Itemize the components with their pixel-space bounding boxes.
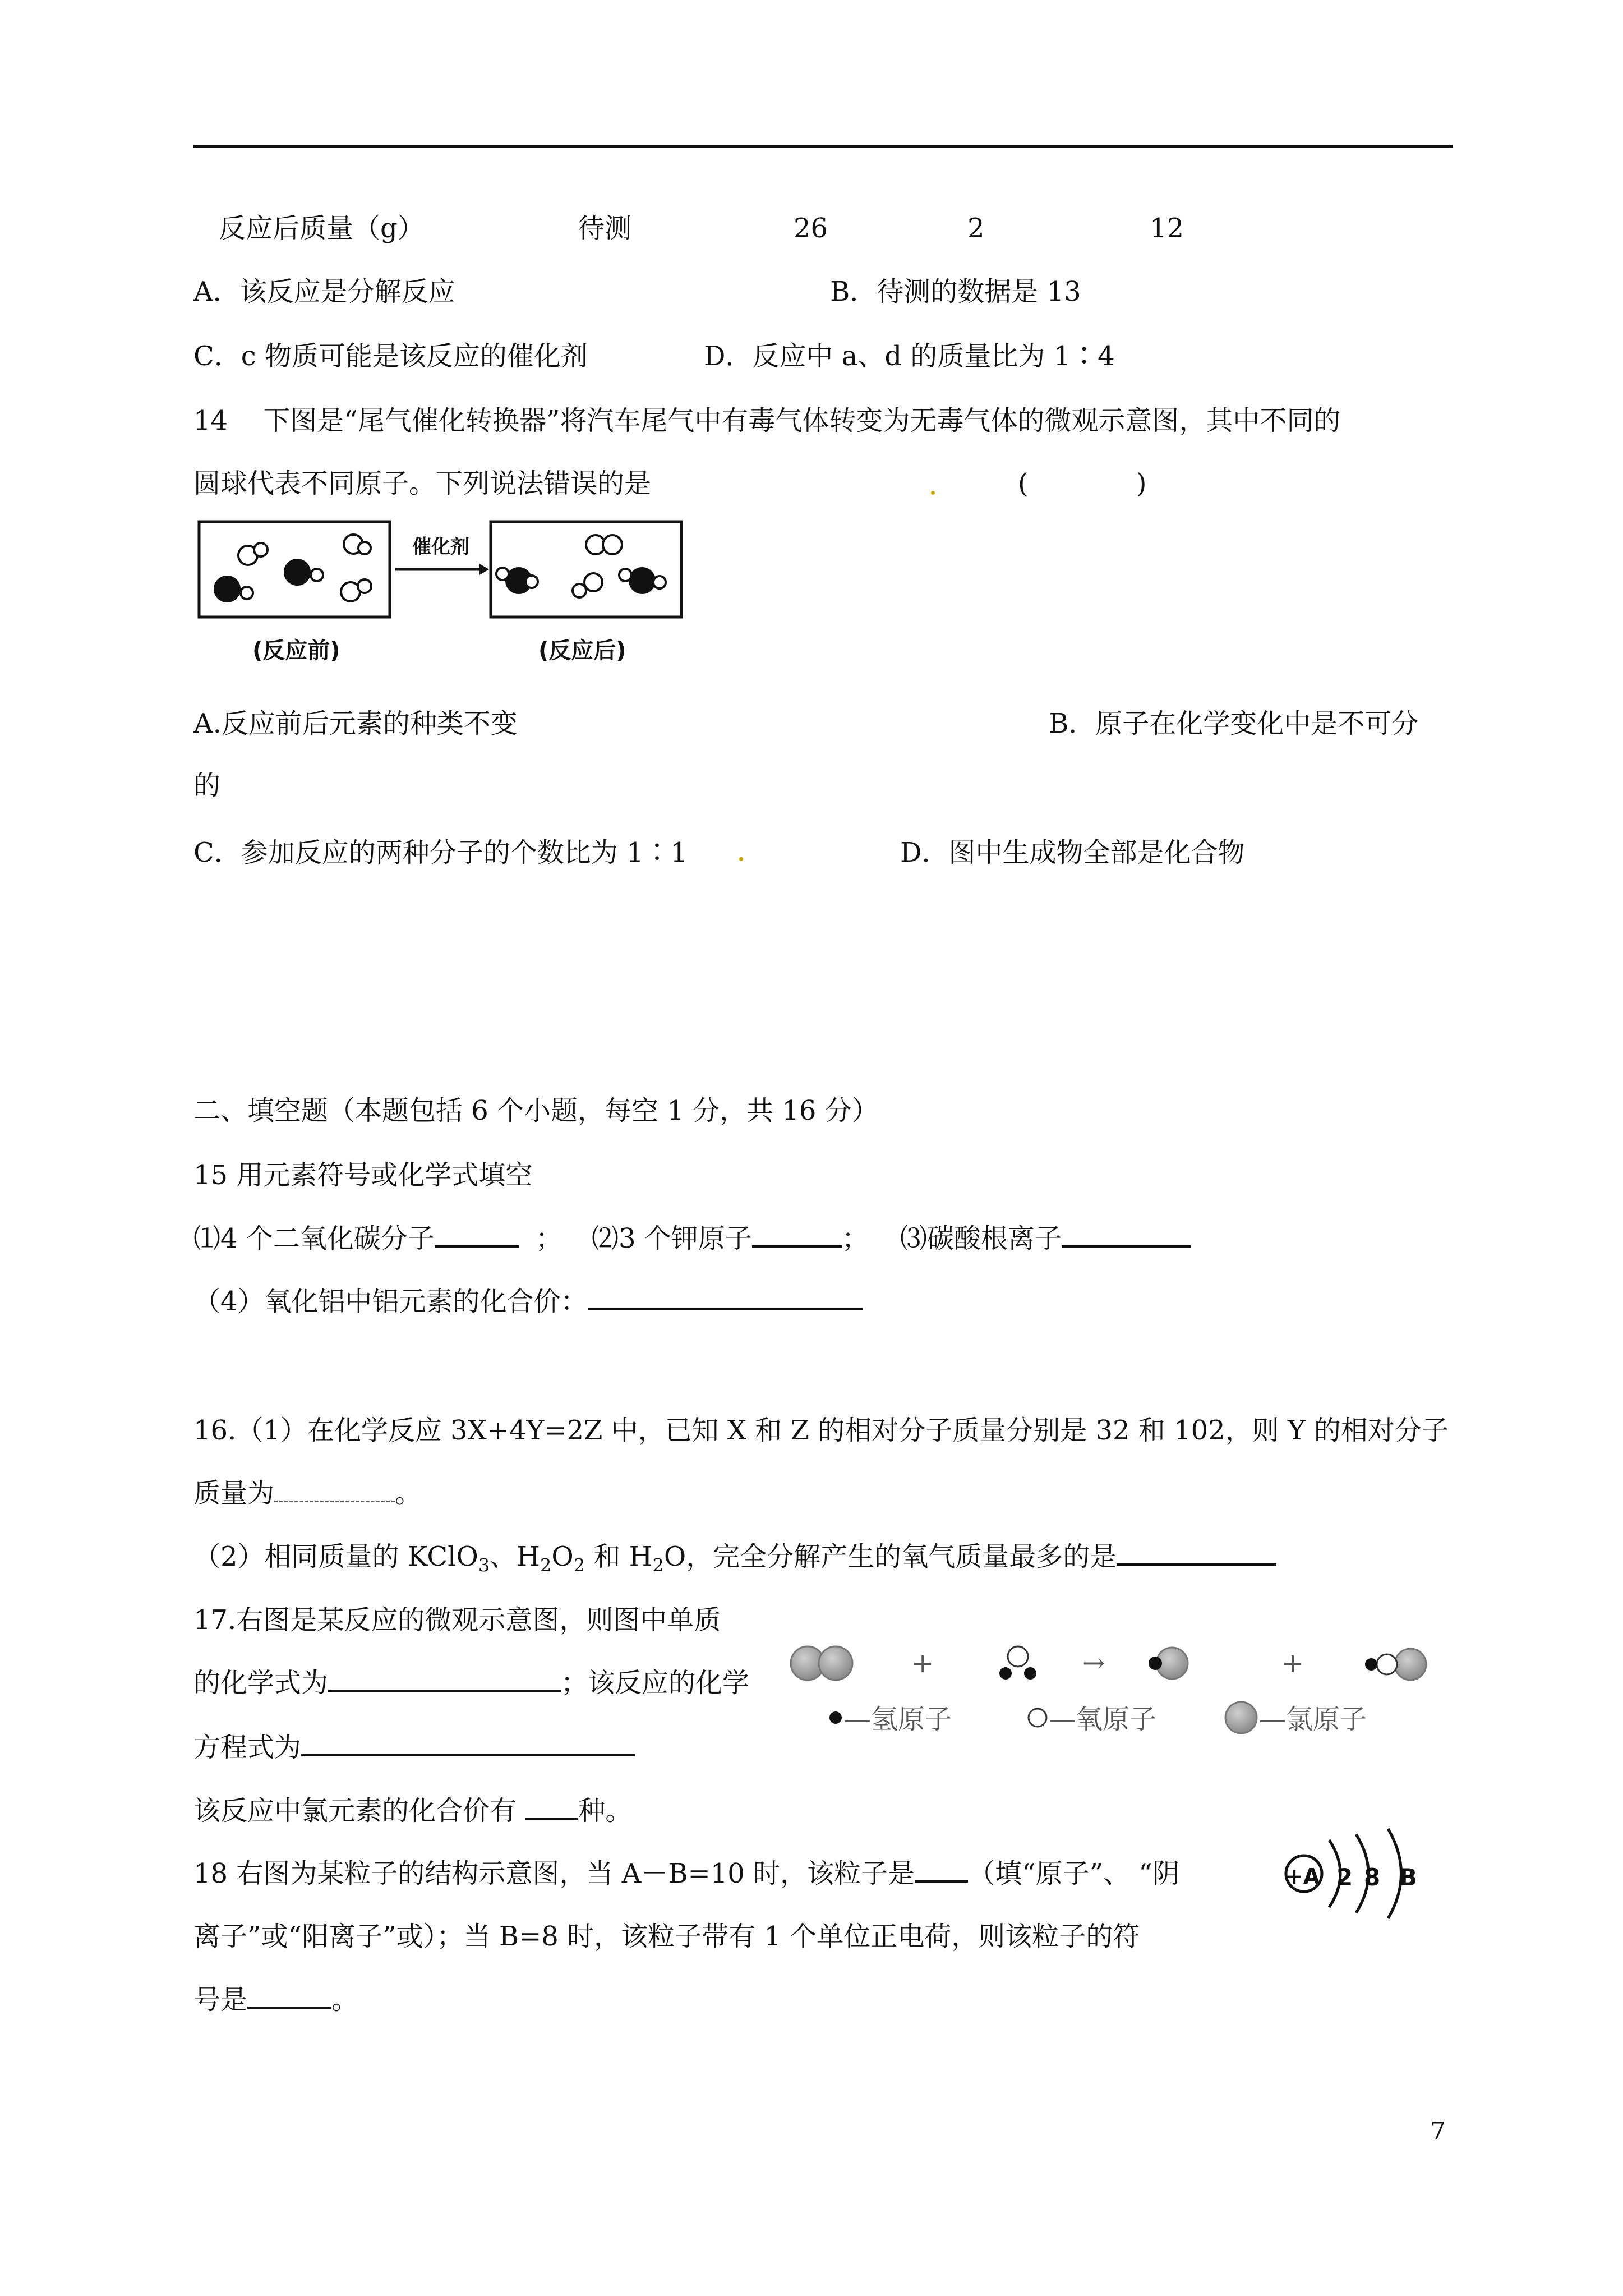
q15-part4-text: （4）氧化铝中铝元素的化合价： (193, 1286, 588, 1317)
q16-line2-text: 质量为 (193, 1478, 275, 1509)
q13-option-c: C．c 物质可能是该反应的催化剂 (193, 341, 588, 372)
nucleus-label: +A (1285, 1864, 1320, 1889)
q15-part4 (193, 1285, 863, 1318)
before-label: (反应前) (252, 638, 340, 664)
q16-line1: 16.（1）在化学反应 3X+4Y=2Z 中，已知 X 和 Z 的相对分子质量分别是 32 和 102，则 Y 的相对分子 (193, 1415, 1449, 1446)
q16-part2-text-d: 和 H (585, 1541, 653, 1572)
q18-line2: 离子”或“阳离子”或）；当 B=8 时，该粒子带有 1 个单位正电荷，则该粒子的符 (193, 1921, 1140, 1952)
subscript: 3 (478, 1554, 490, 1576)
subscript: 2 (652, 1554, 664, 1576)
q14-option-d: D．图中生成物全部是化合物 (900, 837, 1245, 868)
q18-line1-text-b: （填“原子”、 “阴 (968, 1858, 1179, 1889)
q18-line3-text: 号是 (193, 1984, 248, 2016)
q13-option-b: B．待测的数据是 13 (830, 276, 1081, 307)
q17-line2 (193, 1666, 749, 1700)
q18-blank-2[interactable] (247, 1984, 331, 2009)
q16-part2-text-a: （2）相同质量的 KClO (193, 1541, 478, 1572)
after-label: (反应后) (538, 638, 626, 664)
q16-part2-text-e: O，完全分解产生的氧气质量最多的是 (663, 1541, 1117, 1572)
catalyst-label: 催化剂 (412, 536, 469, 558)
q14-stem-line2: 圆球代表不同原子。下列说法错误的是 (193, 468, 652, 499)
subscript: 2 (573, 1554, 585, 1576)
q15-part1-text: ⑴4 个二氧化碳分子 (193, 1223, 435, 1254)
q15-part2-text: ⑵3 个钾原子 (592, 1223, 752, 1254)
q17-blank-3[interactable] (525, 1795, 578, 1820)
q16-blank-1[interactable] (274, 1478, 395, 1502)
header-rule (193, 145, 1453, 148)
q15-part2: ⑵3 个钾原子 ； (592, 1223, 869, 1254)
q13-option-d: D．反应中 a、d 的质量比为 1∶4 (704, 341, 1115, 372)
table-cell-3: 2 (967, 213, 985, 244)
legend-hydrogen: —氢原子 (844, 1704, 952, 1735)
q14-option-b-cont: 的 (193, 770, 221, 801)
q17-line1: 17.右图是某反应的微观示意图，则图中单质 (193, 1604, 721, 1636)
q17-line4-text-b: 种。 (578, 1795, 633, 1826)
q15-blank-2[interactable] (752, 1223, 842, 1248)
q17-blank-2[interactable] (301, 1732, 635, 1756)
q16-part2 (193, 1540, 1276, 1582)
stray-mark (931, 491, 935, 495)
q16-line2-end: 。 (395, 1478, 422, 1509)
shell-2-count: 8 (1364, 1864, 1381, 1891)
reaction-arrow: → (1082, 1648, 1105, 1679)
stray-mark (739, 857, 743, 861)
table-cell-4: 12 (1150, 213, 1184, 244)
q17-blank-1[interactable] (328, 1667, 561, 1692)
q13-option-a: A．该反应是分解反应 (193, 276, 455, 307)
shell-1-count: 2 (1336, 1864, 1353, 1891)
q14-option-a: A.反应前后元素的种类不变 (193, 708, 518, 739)
q18-line1 (193, 1857, 1179, 1890)
q16-part2-text-b: 、H (490, 1541, 541, 1572)
q15-part3-text: ⑶碳酸根离子 (900, 1223, 1062, 1254)
subscript: 2 (540, 1554, 552, 1576)
q18-line1-text: 18 右图为某粒子的结构示意图，当 A－B=10 时，该粒子是 (193, 1858, 915, 1889)
q16-part2-text-c: O (551, 1541, 574, 1572)
q14-option-b: B．原子在化学变化中是不可分 (1049, 708, 1419, 739)
section-title: 二、填空题（本题包括 6 个小题，每空 1 分，共 16 分） (193, 1095, 879, 1126)
table-cell-2: 26 (794, 213, 828, 244)
q15-title: 15 用元素符号或化学式填空 (193, 1159, 533, 1191)
legend-oxygen: —氧原子 (1049, 1704, 1157, 1735)
q18-line3 (193, 1983, 358, 2017)
q17-line2-text-a: 的化学式为 (193, 1667, 329, 1699)
q15-blank-3[interactable] (1062, 1223, 1191, 1248)
plus-sign-1: + (911, 1648, 934, 1679)
q17-line3 (193, 1731, 635, 1764)
q14-stem-line1: 14 下图是“尾气催化转换器”将汽车尾气中有毒气体转变为无毒气体的微观示意图，其中不同的 (193, 405, 1341, 436)
q17-line3-text: 方程式为 (193, 1732, 302, 1763)
q17-line4 (193, 1794, 632, 1828)
q15-part1: ⑴4 个二氧化碳分子 ； (193, 1223, 562, 1254)
q17-line2-text-b: ；该反应的化学 (561, 1667, 750, 1699)
plus-sign-2: + (1281, 1648, 1304, 1679)
q18-blank-1[interactable] (915, 1858, 968, 1883)
table-cell-1: 待测 (578, 213, 632, 244)
q17-line4-text-a: 该反应中氯元素的化合价有 (193, 1795, 525, 1826)
shell-3-count: B (1399, 1864, 1418, 1891)
q14-option-c: C．参加反应的两种分子的个数比为 1∶1 (193, 837, 688, 868)
q16-blank-2[interactable] (1117, 1541, 1276, 1566)
q15-part3 (900, 1222, 1191, 1255)
legend-chlorine: —氯原子 (1259, 1704, 1367, 1735)
q18-line3-end: 。 (331, 1984, 359, 2016)
page-number: 7 (1430, 2117, 1446, 2146)
table-row-label: 反应后质量（g） (219, 213, 425, 244)
q16-line2 (193, 1476, 422, 1510)
q15-blank-1[interactable] (435, 1223, 519, 1248)
q15-blank-4[interactable] (588, 1286, 863, 1310)
q14-answer-paren: ( ) (1018, 468, 1147, 499)
